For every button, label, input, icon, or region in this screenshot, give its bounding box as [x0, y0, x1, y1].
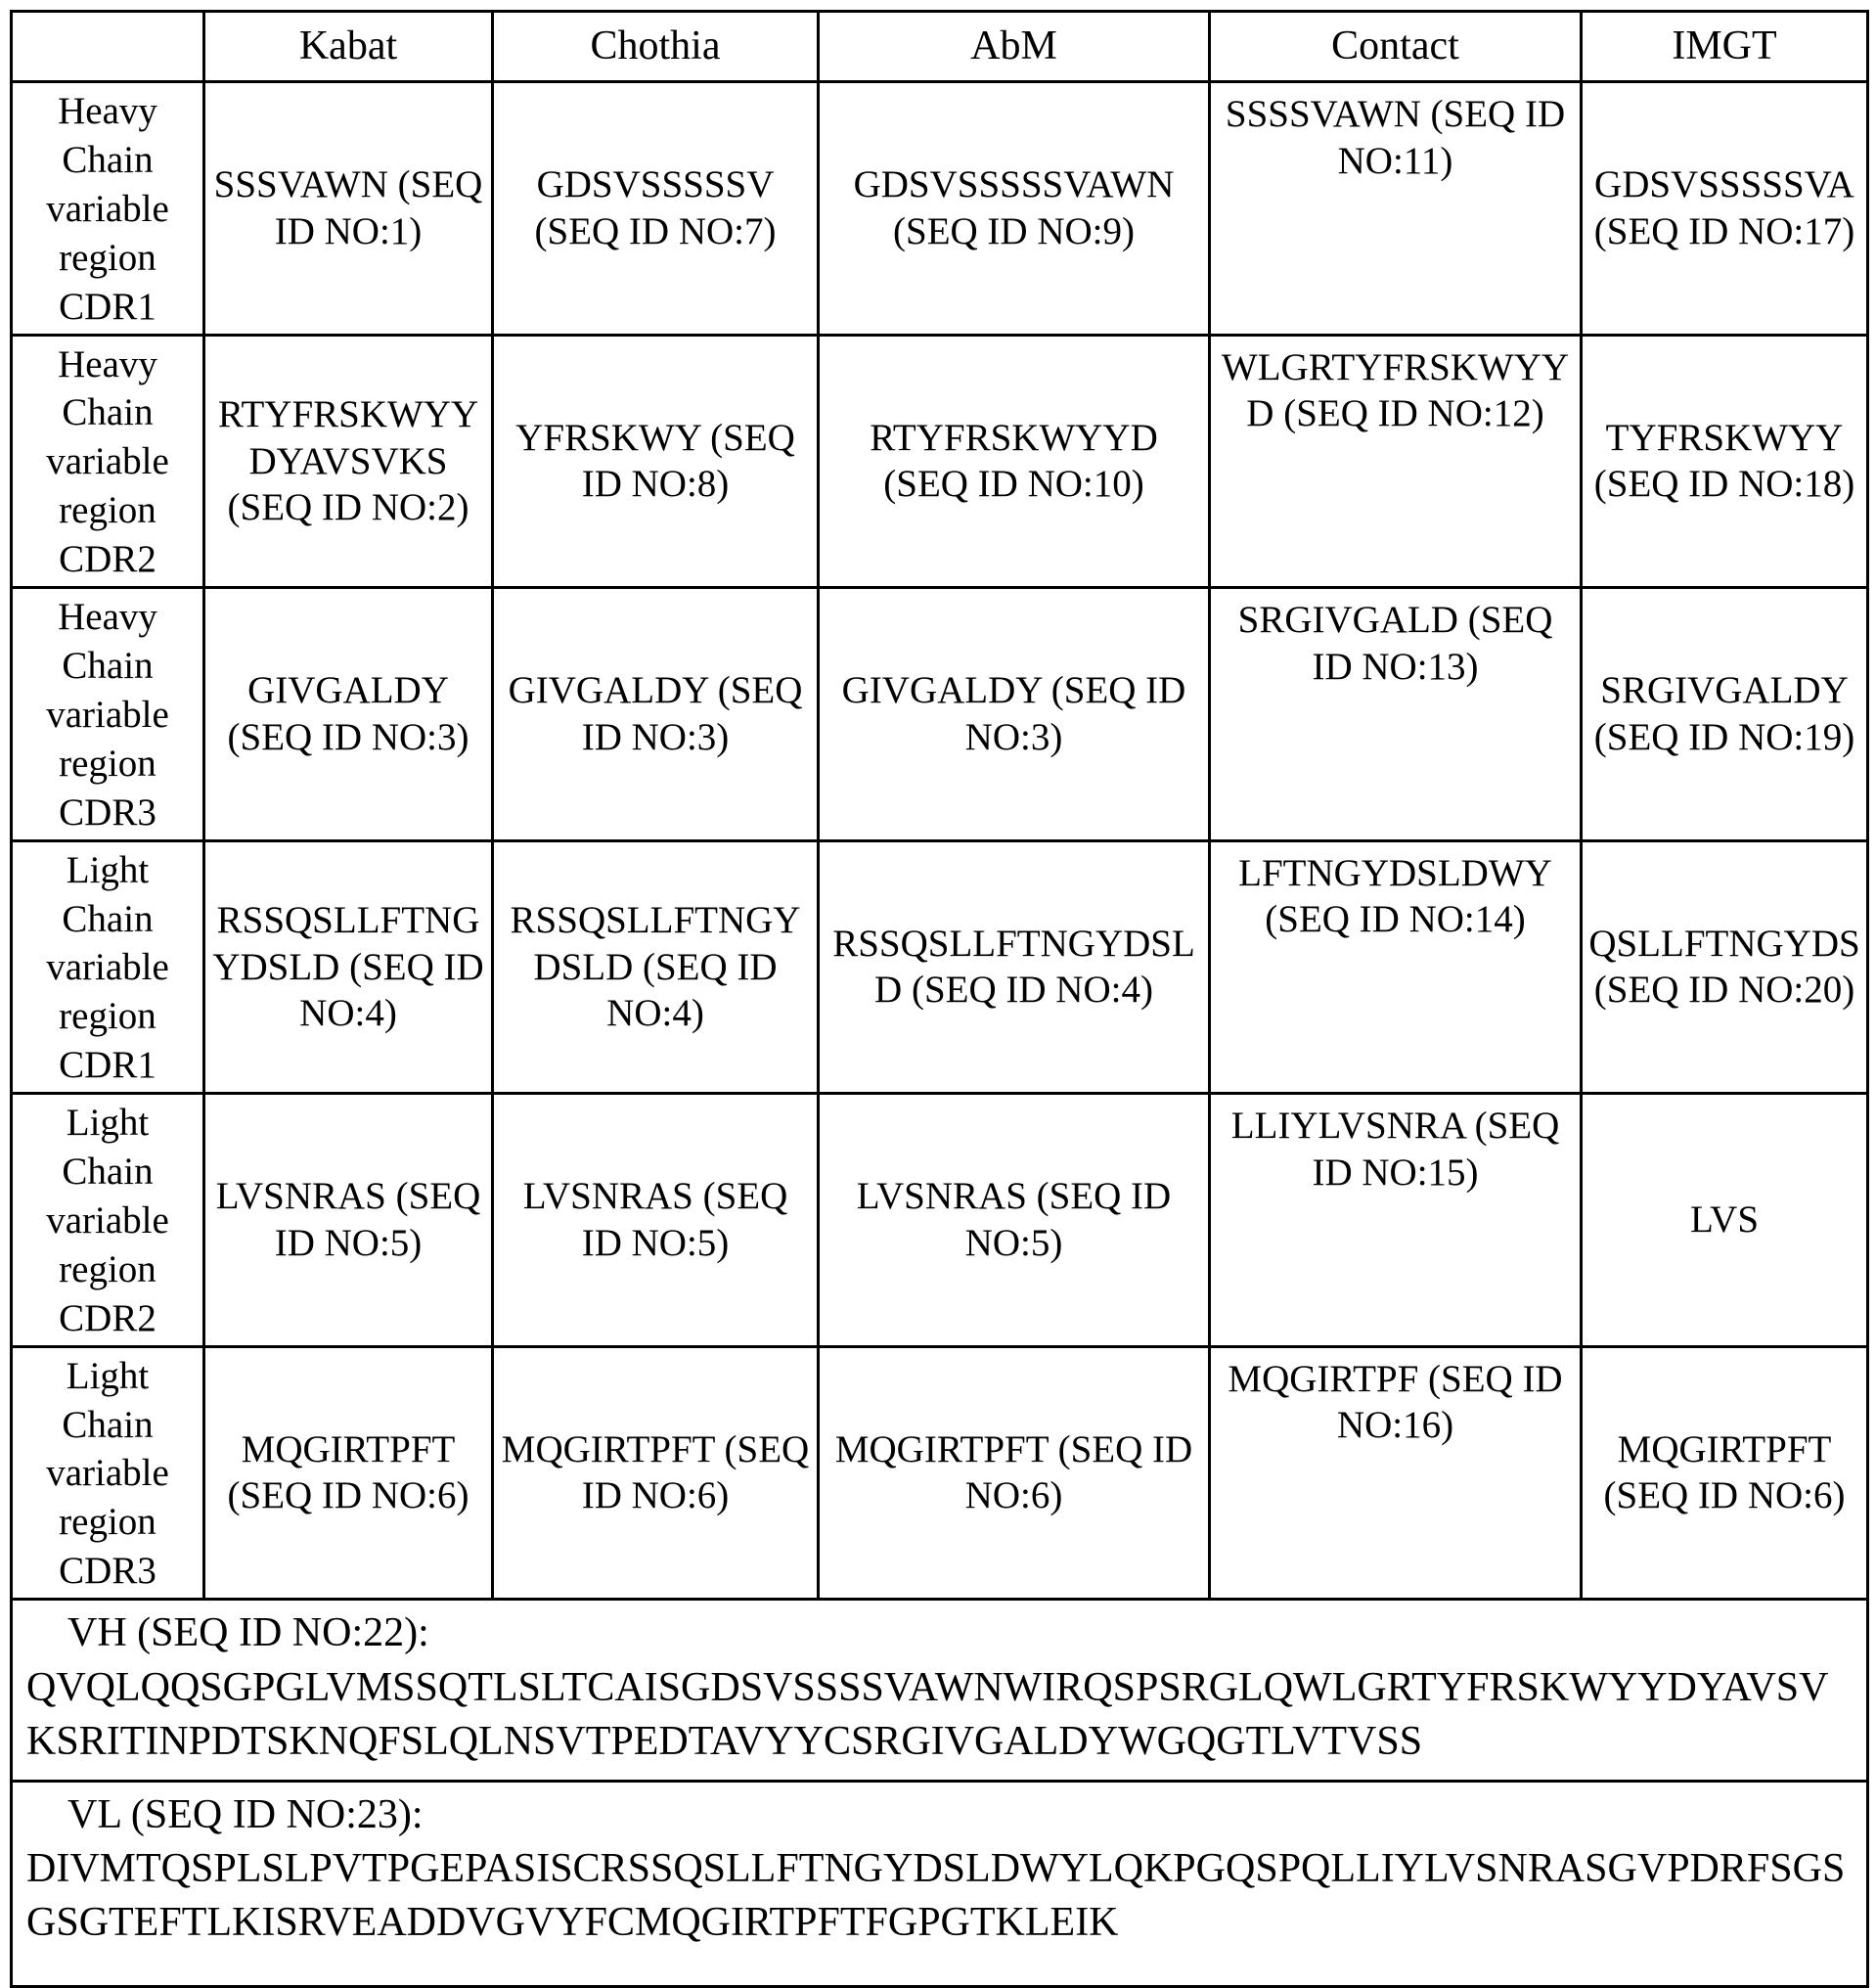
table-row-hc-cdr1	[12, 82, 1868, 336]
cell-imgt: TYFRSKWYY (SEQ ID NO:18)	[1582, 335, 1868, 588]
corner-header-cell	[12, 12, 204, 82]
cell-contact: SSSSVAWN (SEQ ID NO:11)	[1210, 82, 1582, 336]
cell-contact: SRGIVGALD (SEQ ID NO:13)	[1210, 588, 1582, 841]
row-label-cell: Heavy Chain variable region CDR1	[12, 82, 204, 336]
vl-sequence-cell	[12, 1781, 1868, 1986]
cell-contact: MQGIRTPF (SEQ ID NO:16)	[1210, 1346, 1582, 1600]
cell-kabat: LVSNRAS (SEQ ID NO:5)	[204, 1094, 493, 1347]
cell-chothia: MQGIRTPFT (SEQ ID NO:6)	[493, 1346, 819, 1600]
cell-imgt: MQGIRTPFT (SEQ ID NO:6)	[1582, 1346, 1868, 1600]
row-label-cell: Light Chain variable region CDR1	[12, 840, 204, 1094]
cell-kabat: RTYFRSKWYYDYAVSVKS (SEQ ID NO:2)	[204, 335, 493, 588]
cell-contact: WLGRTYFRSKWYYD (SEQ ID NO:12)	[1210, 335, 1582, 588]
column-header-kabat: Kabat	[204, 12, 493, 82]
row-label-cell: Light Chain variable region CDR2	[12, 1094, 204, 1347]
cell-abm: RSSQSLLFTNGYDSLD (SEQ ID NO:4)	[819, 840, 1210, 1094]
cell-chothia: YFRSKWY (SEQ ID NO:8)	[493, 335, 819, 588]
cell-abm: GDSVSSSSSVAWN (SEQ ID NO:9)	[819, 82, 1210, 336]
cell-chothia: LVSNRAS (SEQ ID NO:5)	[493, 1094, 819, 1347]
cell-imgt: SRGIVGALDY (SEQ ID NO:19)	[1582, 588, 1868, 841]
cell-contact: LFTNGYDSLDWY (SEQ ID NO:14)	[1210, 840, 1582, 1094]
table-row-lc-cdr2	[12, 1094, 1868, 1347]
vh-sequence-cell	[12, 1600, 1868, 1781]
header-row	[12, 12, 1868, 82]
table-row-lc-cdr1	[12, 840, 1868, 1094]
vh-sequence-row	[12, 1600, 1868, 1781]
row-label-cell: Heavy Chain variable region CDR3	[12, 588, 204, 841]
cell-imgt: GDSVSSSSSVA (SEQ ID NO:17)	[1582, 82, 1868, 336]
row-label-cell: Heavy Chain variable region CDR2	[12, 335, 204, 588]
cell-imgt: LVS	[1582, 1094, 1868, 1347]
cell-chothia: RSSQSLLFTNGYDSLD (SEQ ID NO:4)	[493, 840, 819, 1094]
cell-abm: MQGIRTPFT (SEQ ID NO:6)	[819, 1346, 1210, 1600]
table-row-lc-cdr3	[12, 1346, 1868, 1600]
vl-sequence-row	[12, 1781, 1868, 1986]
vh-sequence-text: QVQLQQSGPGLVMSSQTLSLTCAISGDSVSSSSVAWNWIRQSPSRGLQWLGRTYFRSKWYYDYAVSVKSRITINPDTSKNQFSLQLNSVTPEDTAVYYCSRGIVGALDYWGQGTLVTVSS	[26, 1664, 1829, 1765]
column-header-contact: Contact	[1210, 12, 1582, 82]
column-header-chothia: Chothia	[493, 12, 819, 82]
cell-kabat: RSSQSLLFTNGYDSLD (SEQ ID NO:4)	[204, 840, 493, 1094]
cell-kabat: MQGIRTPFT (SEQ ID NO:6)	[204, 1346, 493, 1600]
cdr-sequence-table	[10, 10, 1869, 1988]
cell-kabat: SSSVAWN (SEQ ID NO:1)	[204, 82, 493, 336]
vl-title: VL (SEQ ID NO:23):	[67, 1791, 424, 1837]
row-label-cell: Light Chain variable region CDR3	[12, 1346, 204, 1600]
vl-sequence-text: DIVMTQSPLSLPVTPGEPASISCRSSQSLLFTNGYDSLDWYLQKPGQSPQLLIYLVSNRASGVPDRFSGSGSGTEFTLKISRVEADDVGVYFCMQGIRTPFTFGPGTKLEIK	[26, 1845, 1846, 1946]
table-row-hc-cdr3	[12, 588, 1868, 841]
cell-abm: GIVGALDY (SEQ ID NO:3)	[819, 588, 1210, 841]
cell-chothia: GDSVSSSSSV (SEQ ID NO:7)	[493, 82, 819, 336]
column-header-abm: AbM	[819, 12, 1210, 82]
cell-kabat: GIVGALDY (SEQ ID NO:3)	[204, 588, 493, 841]
table-row-hc-cdr2	[12, 335, 1868, 588]
cell-contact: LLIYLVSNRA (SEQ ID NO:15)	[1210, 1094, 1582, 1347]
cell-abm: RTYFRSKWYYD (SEQ ID NO:10)	[819, 335, 1210, 588]
vh-title: VH (SEQ ID NO:22):	[67, 1610, 429, 1656]
cell-imgt: QSLLFTNGYDS (SEQ ID NO:20)	[1582, 840, 1868, 1094]
cell-abm: LVSNRAS (SEQ ID NO:5)	[819, 1094, 1210, 1347]
column-header-imgt: IMGT	[1582, 12, 1868, 82]
cell-chothia: GIVGALDY (SEQ ID NO:3)	[493, 588, 819, 841]
